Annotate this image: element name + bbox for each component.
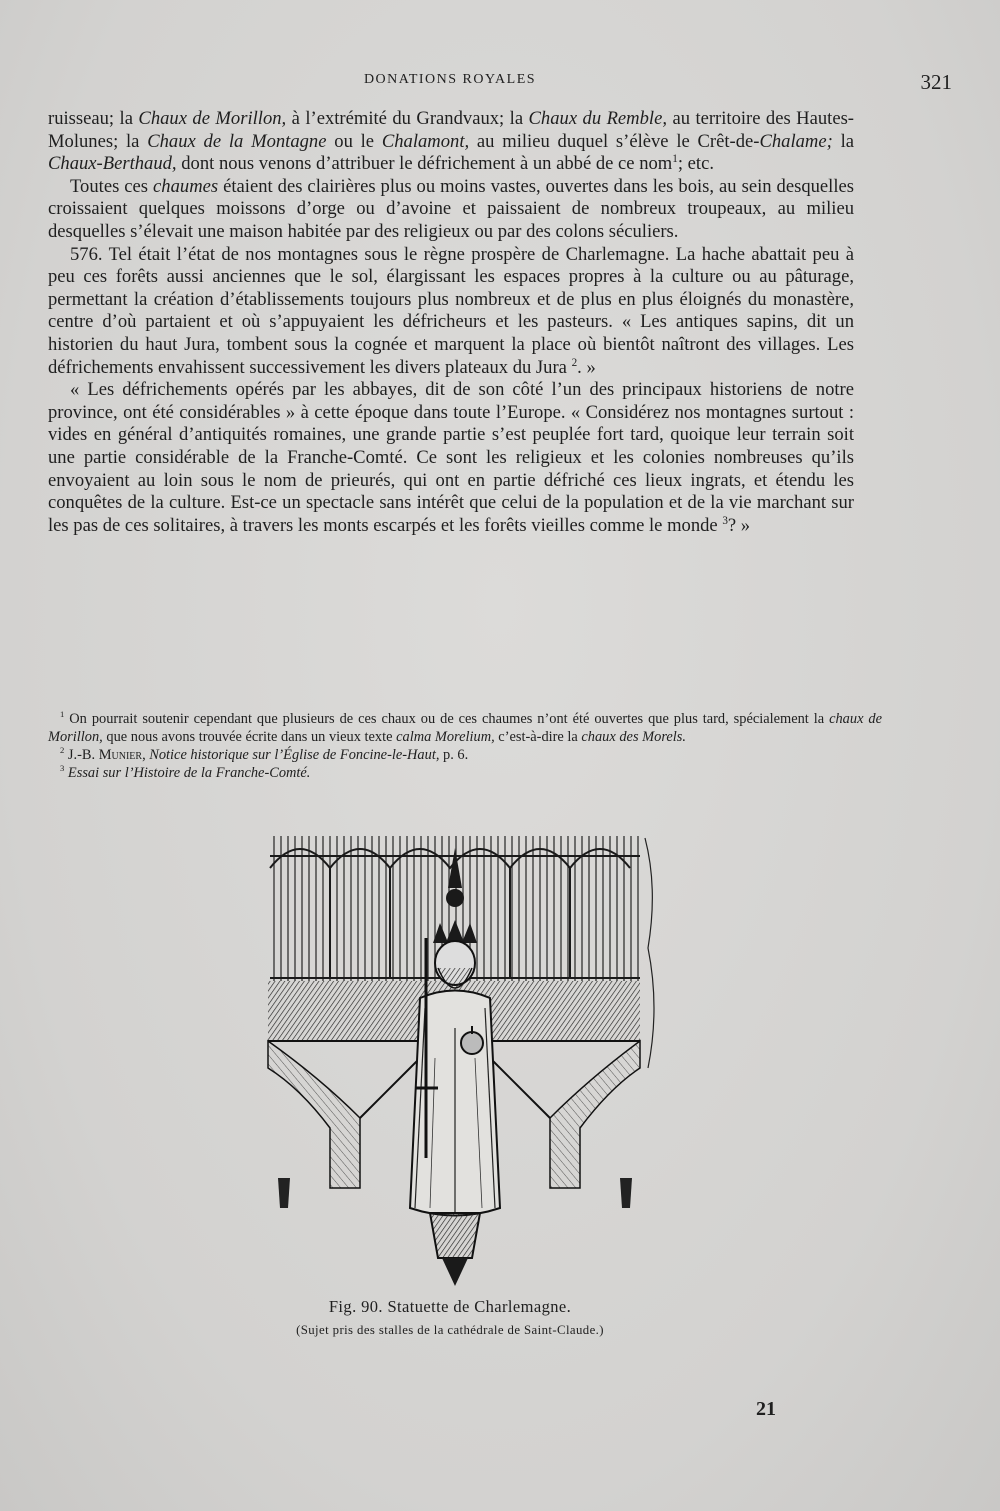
text-run: c’est-à-dire la	[494, 729, 582, 745]
text-run: ,	[142, 747, 150, 763]
running-title: DONATIONS ROYALES	[363, 72, 537, 87]
paragraph	[48, 244, 854, 380]
footnote	[48, 746, 882, 764]
text-run: ; etc.	[677, 153, 714, 175]
italic-text: Chaux-Berthaud,	[48, 153, 177, 175]
author-name: Munier	[98, 747, 143, 763]
footnote-marker: 3	[722, 514, 728, 527]
italic-text: Essai sur l’Histoire de la Franche-Comté.	[67, 765, 311, 781]
paragraph	[48, 176, 854, 244]
text-run: Toutes ces	[70, 175, 154, 197]
paragraph	[48, 379, 854, 537]
text-run: « Les défrichements opérés par les abbayes, dit de son côté l’un des principaux historiens de notre province, ont été considérables » à cette époque dans toute l’Europe. « Considérez nos montagnes surtout : vides en général d’antiquités romaines, une grande partie s’est peuplée fort tard, quoique leur terrain soit une partie considérable de la Franche-Comté. Ce sont les religieux et les colonies nombreuses qu’ils envoyaient au loin sous le nom de prieurés, qui ont en partie défriché ces lieux ingrats, et étendu les conquêtes de la culture. Est-ce un spectacle sans intérêt que celui de la population et de la vie marchant sur les pas de ces solitaires, à travers les monts escarpés et les forêts vieilles comme le monde	[48, 379, 854, 536]
italic-text: Chaux du Remble,	[528, 108, 667, 129]
italic-text: Chalame;	[759, 130, 833, 152]
page-header	[48, 66, 952, 94]
page-number: 321	[920, 70, 952, 94]
footnote-marker: 1	[672, 153, 678, 165]
text-run: à l’extrémité du Grandvaux; la	[291, 108, 529, 129]
text-run: que nous avons trouvée écrite dans un vieux texte	[102, 729, 397, 745]
italic-text: Chaux de Morillo	[138, 108, 273, 129]
italic-text: Chaux de la Montagne	[147, 130, 327, 152]
text-run: ruisseau; la	[48, 108, 139, 129]
text-run: ou le	[326, 130, 382, 152]
figure-charlemagne-engraving	[250, 828, 660, 1290]
italic-text: chaumes	[153, 175, 219, 197]
text-run: la	[832, 130, 855, 152]
italic-text: n,	[272, 108, 292, 129]
paragraph	[48, 108, 854, 176]
footnote-marker: 2	[60, 745, 65, 756]
italic-text: Notice historique sur l’Église de Foncine-le-Haut,	[149, 747, 440, 763]
text-run: étaient des clairières plus ou moins vastes, ouvertes dans les bois, au sein desquelles croissaient quelques moissons d’orge ou d’avoine et paissaient de nombreux troupeaux, au milieu desquelles s’élevait une maison habitée par des religieux ou par des colons séculiers.	[48, 175, 854, 242]
body-text	[48, 108, 854, 537]
italic-text: Chalamont,	[381, 130, 470, 152]
footnote-marker: 3	[60, 763, 65, 774]
italic-text: calma Morelium,	[396, 729, 495, 745]
signature-folio: 21	[756, 1398, 776, 1420]
text-run: ? »	[727, 514, 751, 536]
text-run: p. 6.	[439, 747, 469, 763]
engraving-charlemagne-icon	[250, 828, 660, 1290]
footnote-marker: 1	[60, 709, 65, 720]
text-run: J.-B.	[64, 747, 99, 763]
footnote-marker: 2	[571, 356, 578, 369]
footnote	[48, 710, 882, 746]
italic-text: chaux des Morels.	[581, 729, 686, 745]
text-run: au territoire des Hautes-Molunes; la	[48, 108, 854, 152]
figure-caption: Fig. 90. Statuette de Charlemagne.	[328, 1297, 572, 1316]
text-run: . »	[577, 356, 596, 378]
text-run: On pourrait soutenir cependant que plusieurs de ces chaux ou de ces chaumes n’ont été ouvertes que plus tard, spécialement la	[64, 711, 830, 727]
figure-subcaption: (Sujet pris des stalles de la cathédrale de Saint-Claude.)	[296, 1323, 604, 1337]
text-run: au milieu duquel s’élève le Crêt-de-	[469, 130, 760, 152]
footnotes	[48, 710, 882, 782]
italic-text: chaux de Morillon,	[48, 711, 882, 745]
footnote	[48, 764, 882, 782]
text-run: 576. Tel était l’état de nos montagnes sous le règne prospère de Charlemagne. La hache abattait peu à peu ces forêts aussi anciennes que le sol, élargissant les espaces propres à la culture ou au pâturage, permettant la création d’établissements toujours plus nombreux et de plus en plus éloignés du monastère, centre d’où partaient et où s’appuyaient les défricheurs et les pasteurs. « Les antiques sapins, dit un historien du haut Jura, tombent sous la cognée et marquent la place où bientôt naîtront des villages. Les défrichements envahissent successivement les divers plateaux du Jura	[48, 243, 854, 378]
text-run: dont nous venons d’attribuer le défrichement à un abbé de ce nom	[176, 153, 673, 175]
